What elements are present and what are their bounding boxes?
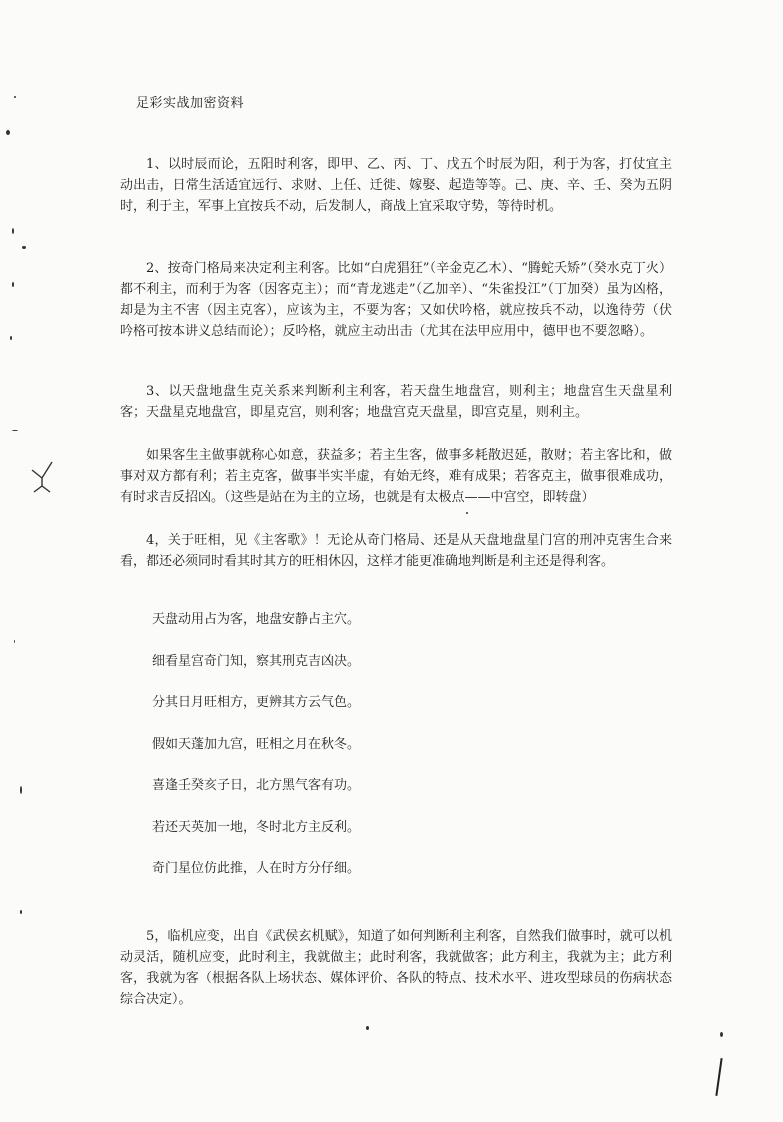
- paragraph-1: 1、以时辰而论，五阳时利客，即甲、乙、丙、丁、戊五个时辰为阳，利于为客，打仗宜主动出击，日常生活适宜远行、求财、上任、迁徙、嫁娶、起造等等。己、庚、辛、壬、癸为五阴时，利于主，军事上宜按兵不动，后发制人，商战上宜采取守势，等待时机。: [120, 157, 672, 214]
- verse-line: 分其日月旺相方，更辨其方云气色。: [152, 695, 361, 710]
- scan-speck: [12, 282, 14, 287]
- paragraph-6: 5，临机应变，出自《武侯玄机赋》，知道了如何判断利主利客，自然我们做事时，就可以机动灵活，随机应变，此时利主，我就做主；此时利客，我就做客；此方利主，我就为主；此方利客，我就为客（根据各队上场状态、媒体评价、各队的特点、技术水平、进攻型球员的伤病状态综合决定）。: [120, 929, 672, 1007]
- paragraph-2: 2、按奇门格局来决定利主利客。比如“白虎猖狂”（辛金克乙木）、“腾蛇夭矫”（癸水克丁火）都不利主，而利于为客（因客克主）；而“青龙逃走”（乙加辛）、“朱雀投江”（丁加癸）虽为凶格，却是为主不害（因主克客），应该为主，不要为客；又如伏吟格，就应按兵不动，以逸待劳（伏吟格可按本讲义总结而论）；反吟格，就应主动出击（尤其在法甲应用中，德甲也不要忽略）。: [120, 261, 672, 339]
- verse-line: 喜逢壬癸亥子日，北方黑气客有功。: [152, 778, 361, 793]
- scan-smudge: [28, 452, 58, 496]
- scan-speck: [366, 1026, 369, 1030]
- scan-speck: [466, 512, 468, 514]
- scan-speck: [20, 786, 22, 794]
- verse-line: 细看星宫奇门知，察其刑克吉凶决。: [152, 654, 361, 669]
- scan-speck: [12, 430, 18, 431]
- verse-line: 若还天英加一地，冬时北方主反利。: [152, 820, 361, 835]
- scan-speck: [6, 130, 10, 135]
- scan-speck: [20, 910, 22, 914]
- document-header: 足彩实战加密资料: [136, 96, 245, 111]
- scan-stroke: [715, 1058, 722, 1096]
- scan-speck: [22, 246, 26, 249]
- scan-speck: [14, 96, 16, 98]
- verse-line: 天盘动用占为客，地盘安静占主穴。: [152, 612, 361, 627]
- scan-speck: [14, 640, 15, 643]
- scan-speck: [10, 336, 12, 340]
- paragraph-4: 如果客生主做事就称心如意，获益多；若主生客，做事多耗散迟延，散财；若主客比和，做事对双方都有利；若主克客，做事半实半虚，有始无终，难有成果；若客克主，做事很难成功，有时求吉反招凶。（这些是站在为主的立场，也就是有太极点——中宫空，即转盘）: [120, 448, 672, 505]
- verse-line: 奇门星位仿此推，人在时方分仔细。: [152, 861, 361, 876]
- paragraph-5: 4，关于旺相，见《主客歌》！无论从奇门格局、还是从天盘地盘星门宫的刑冲克害生合来看，都还必须同时看其时其方的旺相休囚，这样才能更准确地判断是利主还是得利客。: [120, 533, 672, 569]
- verse-line: 假如天蓬加九宫，旺相之月在秋冬。: [152, 737, 361, 752]
- scan-speck: [720, 1032, 723, 1037]
- paragraph-3: 3、以天盘地盘生克关系来判断利主利客，若天盘生地盘宫，则利主；地盘宫生天盘星利客；天盘星克地盘宫，即星克宫，则利客；地盘宫克天盘星，即宫克星，则利主。: [120, 384, 672, 420]
- scan-speck: [12, 228, 14, 234]
